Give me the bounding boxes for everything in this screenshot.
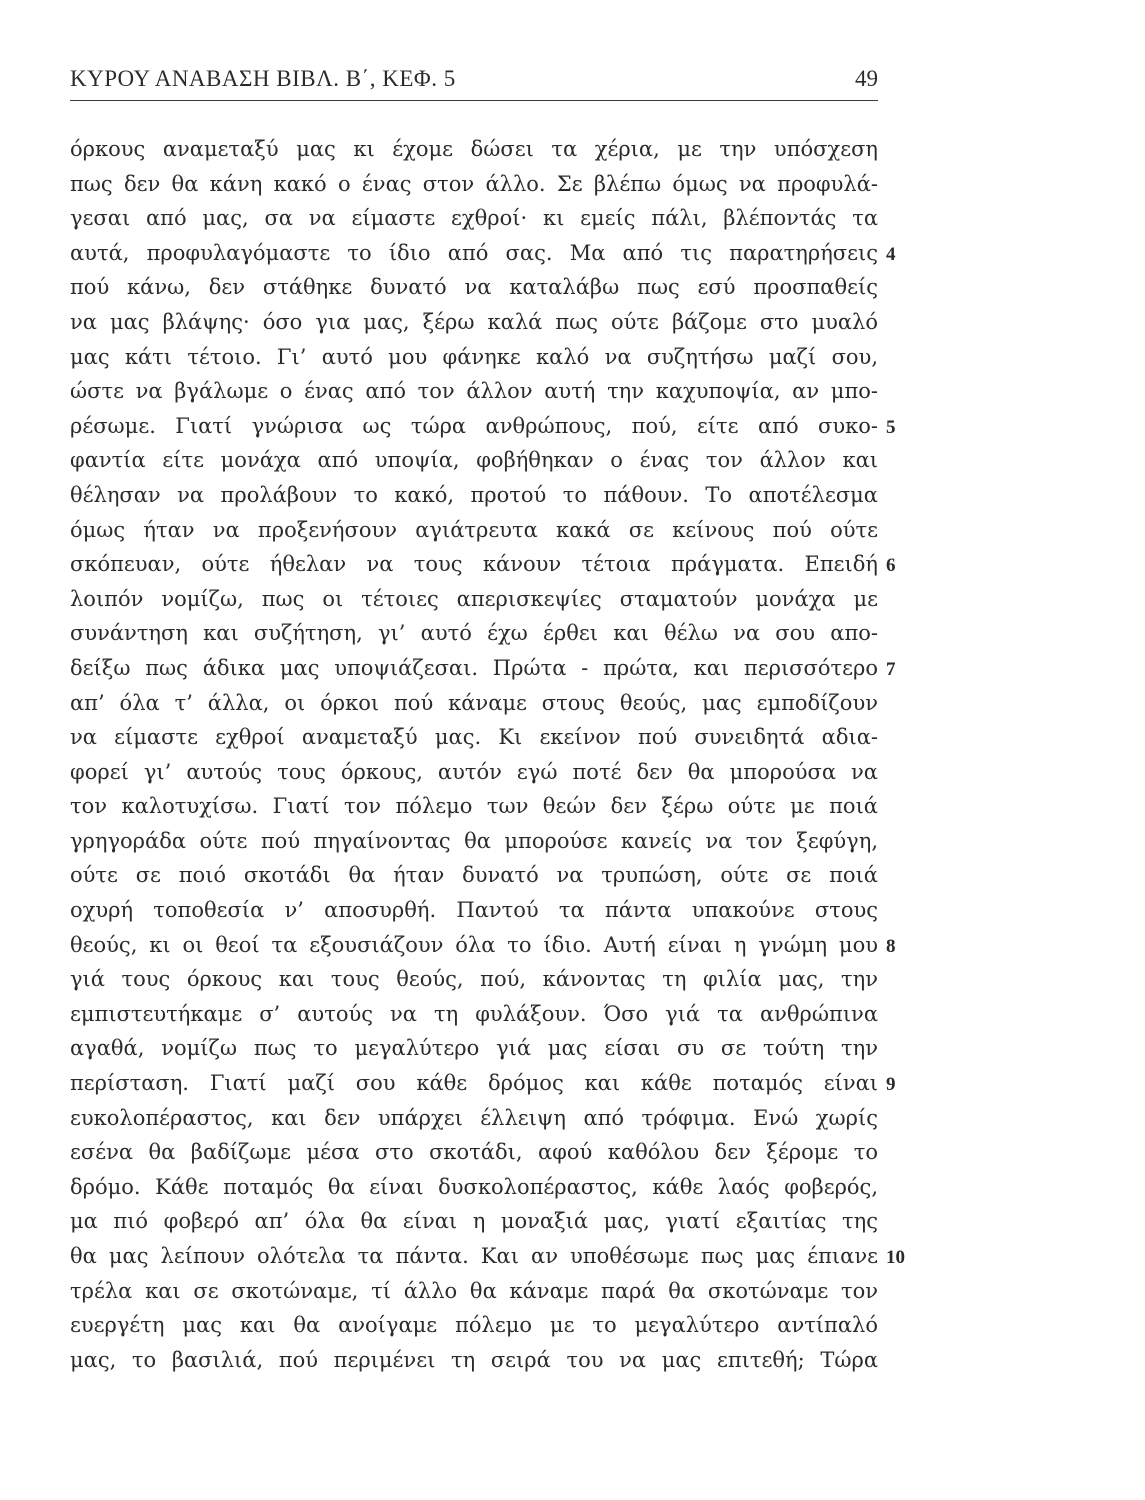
running-header	[70, 62, 878, 96]
text-line: θα μας λείπουν ολότελα τα πάντα. Και αν υποθέσωμε πως μας έπιανε	[70, 1244, 878, 1268]
text-line: να είμαστε εχθροί αναμεταξύ μας. Κι εκείνον πού συνειδητά αδια-	[70, 725, 878, 750]
text-line: εμπιστευτήκαμε σ’ αυτούς να τη φυλάξουν. Όσο γιά τα ανθρώπινα	[70, 1001, 878, 1026]
section-number: 8	[886, 935, 896, 957]
section-number: 10	[886, 1247, 905, 1269]
section-number: 4	[886, 243, 896, 265]
text-line: δείξω πως άδικα μας υποψιάζεσαι. Πρώτα - πρώτα, και περισσότερο	[70, 655, 878, 680]
text-line: θεούς, κι οι θεοί τα εξουσιάζουν όλα το ίδιο. Αυτή είναι η γνώμη μου	[70, 932, 878, 957]
text-line: θέλησαν να προλάβουν το κακό, προτού το πάθουν. Το αποτέλεσμα	[70, 482, 878, 507]
text-line: γιά τους όρκους και τους θεούς, πού, κάνοντας τη φιλία μας, την	[70, 967, 878, 992]
text-line: τρέλα και σε σκοτώναμε, τί άλλο θα κάναμε παρά θα σκοτώναμε τον	[70, 1278, 878, 1303]
text-line: δρόμο. Κάθε ποταμός θα είναι δυσκολοπέραστος, κάθε λαός φοβερός,	[70, 1174, 878, 1199]
text-line: εσένα θα βαδίζωμε μέσα στο σκοτάδι, αφού καθόλου δεν ξέρομε το	[70, 1140, 878, 1165]
section-number: 7	[886, 659, 896, 680]
text-line: γεσαι από μας, σα να είμαστε εχθροί· κι εμείς πάλι, βλέποντάς τα	[70, 206, 878, 231]
text-line: πως δεν θα κάνη κακό ο ένας στον άλλο. Σε βλέπω όμως να προφυλά-	[70, 171, 878, 196]
text-line: όρκους αναμεταξύ μας κι έχομε δώσει τα χέρια, με την υπόσχεση	[70, 137, 878, 161]
text-line: σκόπευαν, ούτε ήθελαν να τους κάνουν τέτοια πράγματα. Επειδή	[70, 552, 878, 577]
text-line: οχυρή τοποθεσία ν’ αποσυρθή. Παντού τα πάντα υπακούνε στους	[70, 898, 878, 923]
section-number: 9	[886, 1074, 896, 1096]
text-line: περίσταση. Γιατί μαζί σου κάθε δρόμος και κάθε ποταμός είναι	[70, 1071, 878, 1096]
text-line: ευκολοπέραστος, και δεν υπάρχει έλλειψη από τρόφιμα. Ενώ χωρίς	[70, 1105, 878, 1130]
text-line: πού κάνω, δεν στάθηκε δυνατό να καταλάβω πως εσύ προσπαθείς	[70, 275, 878, 300]
text-line: μας κάτι τέτοιο. Γι’ αυτό μου φάνηκε καλό να συζητήσω μαζί σου,	[70, 344, 878, 369]
header-rule	[70, 100, 878, 101]
text-line: μας, το βασιλιά, πού περιμένει τη σειρά του να μας επιτεθή; Τώρα	[70, 1347, 878, 1372]
text-line: αγαθά, νομίζω πως το μεγαλύτερο γιά μας είσαι συ σε τούτη την	[70, 1036, 878, 1061]
text-line: ευεργέτη μας και θα ανοίγαμε πόλεμο με το μεγαλύτερο αντίπαλό	[70, 1313, 878, 1338]
text-line: ρέσωμε. Γιατί γνώρισα ως τώρα ανθρώπους, πού, είτε από συκο-	[70, 413, 878, 438]
page-number: 49	[855, 66, 878, 91]
text-line: ούτε σε ποιό σκοτάδι θα ήταν δυνατό να τρυπώση, ούτε σε ποιά	[70, 863, 878, 888]
running-title: ΚΥΡΟΥ ΑΝΑΒΑΣΗ ΒΙΒΛ. Β΄, ΚΕΦ. 5	[70, 66, 456, 91]
text-line: απ’ όλα τ’ άλλα, οι όρκοι πού κάναμε στους θεούς, μας εμποδίζουν	[70, 690, 878, 715]
text-line: τον καλοτυχίσω. Γιατί τον πόλεμο των θεών δεν ξέρω ούτε με ποιά	[70, 794, 878, 819]
text-line: φαντία είτε μονάχα από υποψία, φοβήθηκαν ο ένας τον άλλον και	[70, 448, 878, 473]
text-line: φορεί γι’ αυτούς τους όρκους, αυτόν εγώ ποτέ δεν θα μπορούσα να	[70, 759, 878, 784]
section-number: 5	[886, 416, 896, 438]
text-line: αυτά, προφυλαγόμαστε το ίδιο από σας. Μα από τις παρατηρήσεις	[70, 240, 878, 265]
section-number: 6	[886, 555, 896, 577]
text-line: να μας βλάψης· όσο για μας, ξέρω καλά πως ούτε βάζομε στο μυαλό	[70, 309, 878, 334]
text-line: συνάντηση και συζήτηση, γι’ αυτό έχω έρθει και θέλω να σου απο-	[70, 621, 878, 646]
text-line: όμως ήταν να προξενήσουν αγιάτρευτα κακά σε κείνους πού ούτε	[70, 517, 878, 542]
body-text	[70, 132, 878, 1377]
text-line: γρηγοράδα ούτε πού πηγαίνοντας θα μπορούσε κανείς να τον ξεφύγη,	[70, 828, 878, 853]
text-line: μα πιό φοβερό απ’ όλα θα είναι η μοναξιά μας, γιατί εξαιτίας της	[70, 1209, 878, 1234]
text-line: ώστε να βγάλωμε ο ένας από τον άλλον αυτή την καχυποψία, αν μπο-	[70, 379, 878, 404]
text-line: λοιπόν νομίζω, πως οι τέτοιες απερισκεψίες σταματούν μονάχα με	[70, 586, 878, 611]
